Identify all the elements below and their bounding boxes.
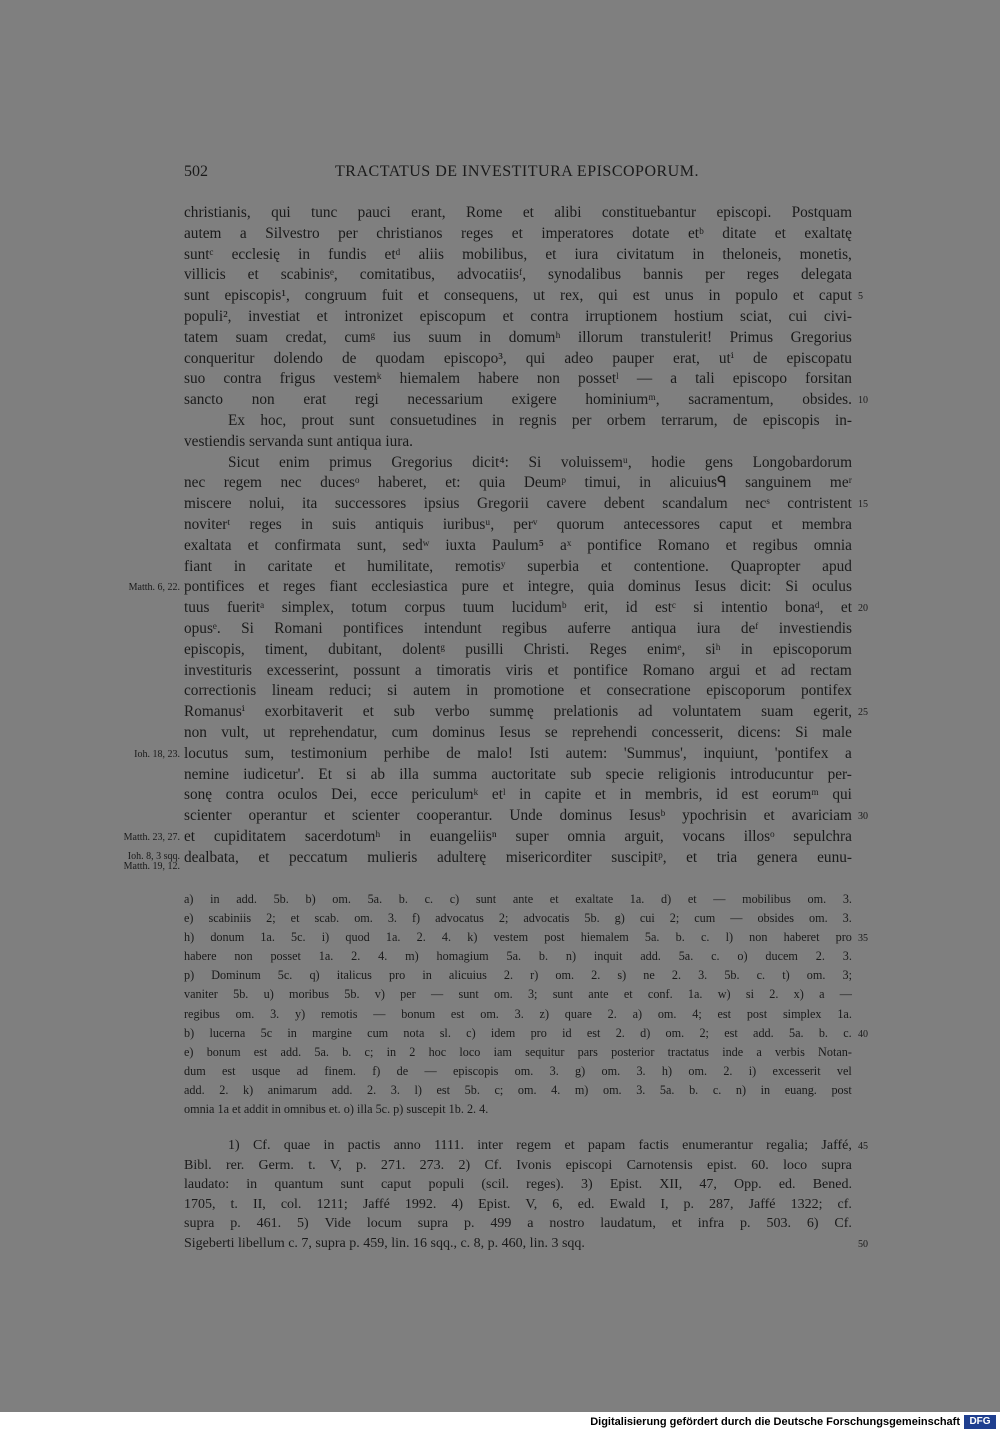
footnote-line: laudato: in quantum sunt caput populi (scil. reges). 3) Epist. XII, 47, Opp. ed. Bened. xyxy=(184,1177,852,1193)
text-line: non vult, ut reprehendatur, cum dominus Iesus se reprehendi concesserit, dicens: Si male xyxy=(184,723,852,741)
footnote-line: Sigeberti libellum c. 7, supra p. 459, lin. 16 sqq., c. 8, p. 460, lin. 3 sqq. xyxy=(184,1235,585,1251)
text-line: suntᶜ ecclesię in fundis etᵈ aliis mobilibus, et iura civitatum in theloneis, monetis, xyxy=(184,245,852,263)
text-line: fiant in caritate et humilitate, remotisʸ superbia et contentione. Quapropter apud xyxy=(184,557,852,575)
text-line: christianis, qui tunc pauci erant, Rome et alibi constituebantur episcopi. Postquam xyxy=(184,204,852,221)
apparatus-line: p) Dominum 5c. q) italicus pro in alicuius 2. r) om. 2. s) ne 2. 3. 5b. c. t) om. 3; xyxy=(184,968,852,983)
text-line: suo contra frigus vestemᵏ hiemalem habere non possetˡ — a tali episcopo forsitan xyxy=(184,370,852,388)
main-text xyxy=(184,203,852,869)
text-line: nec regem nec ducesᵒ haberet, et: quia Deumᵖ timui, in alicuiusᑫ sanguinem meʳ xyxy=(184,474,852,492)
margin-reference: Ioh. 18, 23. xyxy=(134,748,180,760)
text-line: correctionis lineam reduci; si autem in promotione et consecratione episcoporum pontifex xyxy=(184,682,852,700)
apparatus-line: e) scabiniis 2; et scab. om. 3. f) advocatus 2; advocatis 5b. g) cui 2; cum — obsides om. 3. xyxy=(184,911,852,926)
apparatus-line: h) donum 1a. 5c. i) quod 1a. 2. 4. k) vestem post hiemalem 5a. b. c. l) non haberet pro xyxy=(184,930,852,945)
critical-apparatus xyxy=(184,890,852,1119)
apparatus-line: a) in add. 5b. b) om. 5a. b. c. c) sunt ante et exaltate 1a. d) et — mobilibus om. 3. xyxy=(184,892,852,906)
apparatus-line: e) bonum est add. 5a. b. c; in 2 hoc loco iam sequitur pars posterior tractatus inde a verbis Notan- xyxy=(184,1044,852,1059)
text-line: sunt episcopis¹, congruum fuit et consequens, ut rex, qui est unus in populo et caput xyxy=(184,287,852,305)
footnote-line: 1705, t. II, col. 1211; Jaffé 1992. 4) Epist. V, 6, ed. Ewald I, p. 287, Jaffé 1322; cf. xyxy=(184,1196,852,1212)
text-line: conqueritur dolendo de quodam episcopo³, qui adeo pauper erat, utⁱ de episcopatu xyxy=(184,349,852,367)
text-line: locutus sum, testimonium perhibe de malo! Isti autem: 'Summus', inquiunt, 'pontifex a xyxy=(184,744,852,762)
text-line: tuus fueritᵃ simplex, totum corpus tuum lucidumᵇ erit, id estᶜ si intentio bonaᵈ, et xyxy=(184,599,852,617)
text-line: sonę contra oculos Dei, ecce periculumᵏ etˡ in capite et in membris, id est eorumᵐ qui xyxy=(184,786,852,804)
margin-reference: Matth. 23, 27. xyxy=(123,832,180,843)
footnote-line: 1) Cf. quae in pactis anno 1111. inter regem et papam factis enumerantur regalia; Jaffé, xyxy=(228,1138,852,1153)
apparatus-line: dum est usque ad finem. f) de — episcopis om. 3. g) om. 3. h) om. 2. i) excesserit vel xyxy=(184,1063,852,1078)
line-number: 15 xyxy=(858,499,868,511)
running-title: TRACTATUS DE INVESTITURA EPISCOPORUM. xyxy=(335,163,699,180)
margin-reference: Matth. 6, 22. xyxy=(128,582,180,594)
apparatus-line: habere non posset 1a. 2. 4. m) homagium 5a. b. n) inquit add. 5a. c. o) ducem 2. 3. xyxy=(184,949,852,964)
text-line: scienter operantur et scienter cooperantur. Unde dominus Iesusᵇ ypochrisin et avariciam xyxy=(184,807,852,825)
line-number: 40 xyxy=(858,1028,868,1040)
margin-reference: Ioh. 8, 3 sqq. xyxy=(127,850,180,862)
text-line: episcopis, timent, dubitant, dolentᵍ pusilli Christi. Reges enimᵉ, siʰ in episcoporum xyxy=(184,640,852,658)
text-line: Sicut enim primus Gregorius dicit⁴: Si voluissemᵘ, hodie gens Longobardorum xyxy=(228,453,852,471)
dfg-logo: DFG xyxy=(964,1415,996,1429)
line-number: 5 xyxy=(858,291,863,303)
apparatus-line: omnia 1a et addit in omnibus et. o) illa 5c. p) suscepit 1b. 2. 4. xyxy=(184,1102,489,1117)
text-line: Ex hoc, prout sunt consuetudines in regnis per orbem terrarum, de episcopis in- xyxy=(228,411,852,429)
line-number: 35 xyxy=(858,933,868,945)
text-line: et cupiditatem sacerdotumʰ in euangeliisⁿ super omnia arguit, vocans illosᵒ sepulchra xyxy=(184,827,852,845)
footnote-line: Bibl. rer. Germ. t. V, p. 271. 273. 2) Cf. Ivonis episcopi Carnotensis epist. 60. loco supra xyxy=(184,1157,852,1173)
line-number: 10 xyxy=(858,395,868,407)
footnotes xyxy=(184,1136,852,1254)
text-line: nemine iudicetur'. Et si ab illa summa auctoritate sub specie religionis introducuntur per- xyxy=(184,765,852,783)
line-number: 30 xyxy=(858,811,868,823)
margin-reference: Matth. 19, 12. xyxy=(123,860,180,872)
line-number: 25 xyxy=(858,707,868,719)
line-number: 45 xyxy=(858,1141,868,1152)
page-number: 502 xyxy=(184,163,208,180)
apparatus-line: add. 2. k) animarum add. 2. 3. l) est 5b. c; om. 4. m) om. 3. 5a. b. c. n) in euang. post xyxy=(184,1082,852,1097)
apparatus-line: vaniter 5b. u) moribus 5b. v) per — sunt om. 3; sunt ante et conf. 1a. w) si 2. x) a — xyxy=(184,987,852,1002)
dfg-credit-bar xyxy=(0,1412,1000,1434)
apparatus-line: b) lucerna 5c in margine cum nota sl. c) idem pro id est 2. d) om. 2; est add. 5a. b. c. xyxy=(184,1025,852,1040)
line-number: 20 xyxy=(858,603,868,615)
text-line: tatem suam credat, cumᵍ ius suum in domumʰ illorum transtulerit! Primus Gregorius xyxy=(184,328,852,346)
text-line: villicis et scabinisᵉ, comitatibus, advocatiisᶠ, synodalibus bannis per reges delegata xyxy=(184,266,852,284)
text-line: Romanusⁱ exorbitaverit et sub verbo summę prelationis ad voluntatem suam egerit, xyxy=(184,703,852,721)
text-line: miscere nolui, ita successores ipsius Gregorii cavere debent scandalum necˢ contristent xyxy=(184,495,852,513)
page-header xyxy=(184,163,850,187)
dfg-credit-text: Digitalisierung gefördert durch die Deutsche Forschungsgemeinschaft xyxy=(590,1416,960,1428)
text-line: investituris excesserint, possunt a timoratis viris et pontifice Romano argui et ad rectam xyxy=(184,661,852,679)
text-line: exaltata et confirmata sunt, sedʷ iuxta Paulum⁵ aˣ pontifice Romano et regibus omnia xyxy=(184,536,852,554)
text-line: sancto non erat regi necessarium exigere hominiumᵐ, sacramentum, obsides. xyxy=(184,391,852,409)
text-line: opusᵉ. Si Romani pontifices intendunt regibus auferre antiqua iura deᶠ investiendis xyxy=(184,619,852,637)
text-line: pontifices et reges fiant ecclesiastica pure et integre, quia dominus Iesus dicit: Si oculus xyxy=(184,578,852,596)
line-number: 50 xyxy=(858,1239,868,1250)
text-line: autem a Silvestro per christianos reges et imperatores dotate etᵇ ditate et exaltatę xyxy=(184,224,852,242)
footnote-line: supra p. 461. 5) Vide locum supra p. 499 a nostro laudatum, et infra p. 503. 6) Cf. xyxy=(184,1216,852,1232)
text-line: dealbata, et peccatum mulieris adulterę misericorditer suscipitᵖ, et tria genera eunu- xyxy=(184,848,852,866)
text-line: populi², investiat et intronizet episcopum et contra irruptionem hostium sciat, cui civi- xyxy=(184,307,852,325)
text-line: noviterᵗ reges in suis antiquis iuribusᵘ, perᵛ quorum antecessores caput et membra xyxy=(184,515,852,533)
text-line: vestiendis servanda sunt antiqua iura. xyxy=(184,432,413,450)
apparatus-line: regibus om. 3. y) remotis — bonum est om. 3. z) quare 2. a) om. 4; est post simplex 1a. xyxy=(184,1006,852,1021)
